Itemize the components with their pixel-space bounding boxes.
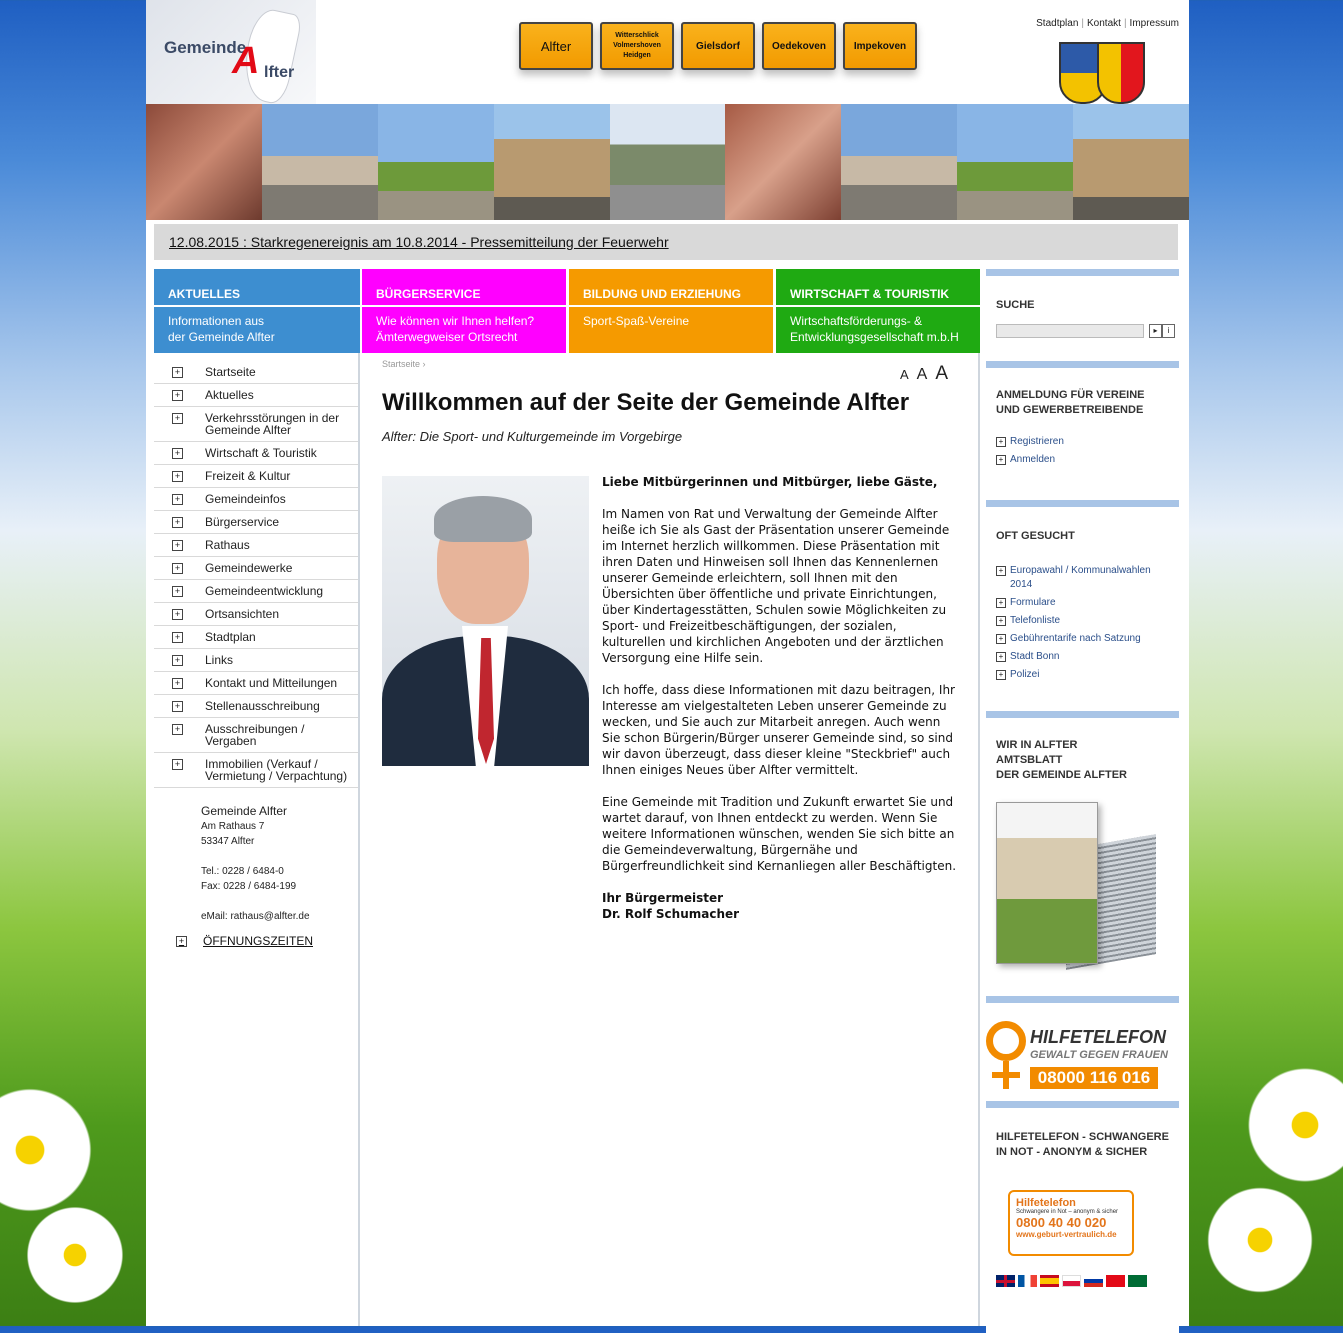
registration-title <box>996 388 1145 418</box>
nav-label: Freizeit & Kultur <box>205 469 291 483</box>
oft-label: Stadt Bonn <box>1010 651 1060 662</box>
hilfetelefon-gewalt-box[interactable] <box>986 996 1179 1101</box>
welcome-text <box>602 474 957 922</box>
plus-icon: + <box>996 437 1006 447</box>
oft-link-europawahl[interactable] <box>996 564 1170 592</box>
flag-turkey-icon[interactable] <box>1106 1275 1125 1287</box>
frequently-searched-box <box>986 500 1179 711</box>
flag-poland-icon[interactable] <box>1062 1275 1081 1287</box>
plus-icon: + <box>996 455 1006 465</box>
nav-label: Rathaus <box>205 538 250 552</box>
paragraph: Eine Gemeinde mit Tradition und Zukunft erwartet Sie und wartet darauf, von Ihnen entdeckt zu werden. Wenn Sie weitere Informationen wünschen, wenden Sie sich bitte an die Gemeindeverwaltung, Bürgernähe und Bürgerfreundlichkeit sind Kernanliegen aller Beschäftigten. <box>602 795 957 873</box>
nav-item-verkehrsstoerungen[interactable] <box>154 407 358 442</box>
address-block <box>201 804 358 924</box>
tile-bildung[interactable] <box>569 269 773 353</box>
plus-icon: + <box>172 586 183 597</box>
plus-icon: + <box>172 655 183 666</box>
nav-item-kontakt[interactable] <box>154 672 358 695</box>
nav-label: Gemeindewerke <box>205 561 293 575</box>
page-subtitle: Alfter: Die Sport- und Kulturgemeinde im Vorgebirge <box>382 429 683 444</box>
nav-item-gemeindeentwicklung[interactable] <box>154 580 358 603</box>
plus-icon: + <box>176 936 187 947</box>
plus-icon: + <box>172 540 183 551</box>
banner-photo-watertower <box>957 104 1073 220</box>
banner-photo-street <box>610 104 726 220</box>
address-fax: Fax: 0228 / 6484-199 <box>201 881 297 892</box>
schwangere-title-line: IN NOT - ANONYM & SICHER <box>996 1146 1148 1158</box>
town-sign-impekoven[interactable]: Impekoven <box>843 22 917 70</box>
page-container <box>146 0 1189 1326</box>
nav-label: Ortsansichten <box>205 607 280 621</box>
language-flags <box>996 1275 1147 1287</box>
nav-label: Immobilien (Verkauf / Vermietung / Verpachtung) <box>205 757 348 783</box>
background-flower <box>20 1200 130 1310</box>
schwangere-card-url: www.geburt-vertraulich.de <box>1016 1230 1117 1239</box>
address-street: Am Rathaus 7 <box>201 821 265 832</box>
nav-item-rathaus[interactable] <box>154 534 358 557</box>
female-symbol-cross-bar <box>992 1072 1020 1078</box>
page-title: Willkommen auf der Seite der Gemeinde Alfter <box>382 389 910 416</box>
amtsblatt-title-line: AMTSBLATT <box>996 754 1063 766</box>
plus-icon: + <box>996 670 1006 680</box>
plus-icon: + <box>172 494 183 505</box>
nav-label: Links <box>205 653 234 667</box>
stadtplan-link[interactable]: Stadtplan <box>1036 18 1079 29</box>
oft-label: Europawahl / Kommunalwahlen 2014 <box>1010 565 1151 590</box>
tile-subtitle: Wie können wir Ihnen helfen? <box>376 314 535 328</box>
opening-hours-label: ÖFFNUNGSZEITEN <box>203 934 313 948</box>
right-sidebar <box>986 269 1179 1326</box>
tile-title: WIRTSCHAFT & TOURISTIK <box>776 269 980 307</box>
banner-photo-fresco <box>146 104 262 220</box>
nav-item-stellenausschreibung[interactable] <box>154 695 358 718</box>
nav-label: Startseite <box>205 365 256 379</box>
breadcrumb[interactable]: Startseite › <box>382 359 426 369</box>
oft-link-polizei[interactable] <box>996 668 1039 682</box>
flag-france-icon[interactable] <box>1018 1275 1037 1287</box>
plus-icon: + <box>172 367 183 378</box>
background-flower <box>0 1080 100 1220</box>
banner-photo-fresco <box>725 104 841 220</box>
nav-item-freizeit[interactable] <box>154 465 358 488</box>
plus-icon: + <box>172 724 183 735</box>
nav-label: Aktuelles <box>205 388 254 402</box>
tile-subtitle: Ämterwegweiser Ortsrecht <box>376 330 518 344</box>
nav-label: Verkehrsstörungen in der Gemeinde Alfter <box>205 411 340 437</box>
nav-label: Ausschreibungen / Vergaben <box>205 722 305 748</box>
oft-link-telefonliste[interactable] <box>996 614 1060 628</box>
signature-title: Ihr Bürgermeister <box>602 891 724 905</box>
frequently-searched-title: OFT GESUCHT <box>996 530 1075 542</box>
oft-link-gebuehrentarife[interactable] <box>996 632 1141 646</box>
link-separator: | <box>1123 18 1127 29</box>
town-sign-gielsdorf[interactable]: Gielsdorf <box>681 22 755 70</box>
hilfetelefon-title: HILFETELEFON <box>1030 1027 1166 1047</box>
main-nav <box>154 361 358 788</box>
schwangere-title <box>996 1130 1169 1160</box>
amtsblatt-title-line: DER GEMEINDE ALFTER <box>996 769 1127 781</box>
logo-text-lfter: lfter <box>264 64 295 81</box>
nav-label: Stadtplan <box>205 630 256 644</box>
paragraph: Im Namen von Rat und Verwaltung der Gemeinde Alfter heiße ich Sie als Gast der Präsentation unserer Gemeinde im Internet herzlich willkommen. Diese Präsentation mit ihren Daten und Hinweisen soll Ihnen das Kennenlernen unserer Gemeinde erleichtern, soll Ihnen mit den Übersichten über öffentliche und private Einrichtungen, über Kindertagesstätten, Schulen sowie Möglichkeiten zu Sport- und Freizeitbeschäftigungen, der sozialen, kulturellen und kirchlichen Angeboten und der ärztlichen Versorgung eine Hilfe sein. <box>602 507 950 665</box>
nav-item-immobilien[interactable] <box>154 753 358 788</box>
tile-title: AKTUELLES <box>154 269 360 307</box>
nav-item-gemeindewerke[interactable] <box>154 557 358 580</box>
hilfetelefon-schwangere-box[interactable] <box>986 1101 1179 1333</box>
tile-subtitle: Wirtschaftsförderungs- & <box>790 314 923 328</box>
search-info-button[interactable]: i <box>1162 324 1175 338</box>
address-email[interactable]: eMail: rathaus@alfter.de <box>201 911 310 922</box>
registration-title-line: UND GEWERBETREIBENDE <box>996 404 1144 416</box>
tile-title: BILDUNG UND ERZIEHUNG <box>569 269 773 307</box>
nav-item-ausschreibungen[interactable] <box>154 718 358 753</box>
font-size-medium[interactable]: A <box>916 366 928 383</box>
plus-icon: + <box>996 652 1006 662</box>
nav-item-buergerservice[interactable] <box>154 511 358 534</box>
town-sign-nav <box>519 22 917 70</box>
main-content <box>362 353 980 1326</box>
opening-hours-link[interactable] <box>176 934 358 948</box>
town-sign-alfter[interactable]: Alfter <box>519 22 593 70</box>
paragraph: Ich hoffe, dass diese Informationen mit dazu beitragen, Ihr Interesse am vielgestalteten Leben unserer Gemeinde zu wecken, und Sie auch zur Mitarbeit anregen. Auch wenn Sie schon Bürgerin/Bürger unserer Gemeinde sind, so sind wir davon überzeugt, dass dieser kleine "Steckbrief" auch Ihnen einiges Neues über Alfter vermittelt. <box>602 683 955 777</box>
greeting: Liebe Mitbürgerinnen und Mitbürger, liebe Gäste, <box>602 475 938 489</box>
registration-box <box>986 361 1179 500</box>
address-tel: Tel.: 0228 / 6484-0 <box>201 866 284 877</box>
nav-item-links[interactable] <box>154 649 358 672</box>
amtsblatt-title <box>996 738 1127 783</box>
search-go-button[interactable]: ▸ <box>1149 324 1162 338</box>
oft-label: Telefonliste <box>1010 615 1061 626</box>
nav-item-gemeindeinfos[interactable] <box>154 488 358 511</box>
nav-label: Bürgerservice <box>205 515 280 529</box>
banner-photo-winepress <box>494 104 610 220</box>
site-logo[interactable] <box>146 0 316 104</box>
search-box <box>986 269 1179 361</box>
address-city: 53347 Alfter <box>201 836 255 847</box>
font-size-small[interactable]: A <box>899 367 909 382</box>
schwangere-card-title: Hilfetelefon <box>1016 1197 1076 1209</box>
nav-item-startseite[interactable] <box>154 361 358 384</box>
plus-icon: + <box>996 616 1006 626</box>
tile-title: BÜRGERSERVICE <box>362 269 566 307</box>
nav-item-ortsansichten[interactable] <box>154 603 358 626</box>
banner-photo-tower <box>841 104 957 220</box>
banner-photo-winepress <box>1073 104 1189 220</box>
logo-text-gemeinde: Gemeinde <box>164 38 247 57</box>
plus-icon: + <box>172 632 183 643</box>
top-links <box>1036 18 1179 29</box>
flag-spain-icon[interactable] <box>1040 1275 1059 1287</box>
news-ticker <box>154 224 1178 260</box>
banner-photo-watertower <box>378 104 494 220</box>
plus-icon: + <box>996 598 1006 608</box>
font-size-switcher <box>892 363 948 385</box>
tile-buergerservice[interactable] <box>362 269 566 353</box>
female-symbol-icon <box>986 1021 1026 1061</box>
plus-icon: + <box>172 471 183 482</box>
oft-link-stadt-bonn[interactable] <box>996 650 1059 664</box>
flag-russia-icon[interactable] <box>1084 1275 1103 1287</box>
tile-subtitle: Entwicklungsgesellschaft m.b.H <box>790 330 959 344</box>
search-title: SUCHE <box>996 299 1035 311</box>
nav-item-aktuelles[interactable] <box>154 384 358 407</box>
schwangere-card-number: 0800 40 40 020 <box>1016 1215 1107 1230</box>
plus-icon: + <box>172 390 183 401</box>
plus-icon: + <box>996 634 1006 644</box>
schwangere-title-line: HILFETELEFON - SCHWANGERE <box>996 1131 1169 1143</box>
left-sidebar <box>154 353 360 1326</box>
plus-icon: + <box>172 678 183 689</box>
link-separator: | <box>1081 18 1085 29</box>
nav-label: Gemeindeinfos <box>205 492 286 506</box>
nav-label: Wirtschaft & Touristik <box>205 446 317 460</box>
amtsblatt-magazine-image <box>996 802 1156 972</box>
nav-label: Stellenausschreibung <box>205 699 320 713</box>
flag-uk-icon[interactable] <box>996 1275 1015 1287</box>
oft-label: Polizei <box>1010 669 1040 680</box>
plus-icon: + <box>172 517 183 528</box>
schwangere-card-subtitle: Schwangere in Not – anonym & sicher <box>1016 1209 1119 1215</box>
background-flower <box>1240 1060 1343 1190</box>
plus-icon: + <box>172 759 183 770</box>
background-flower <box>1200 1180 1320 1300</box>
flag-arabic-icon[interactable] <box>1128 1275 1147 1287</box>
plus-icon: + <box>172 448 183 459</box>
address-name: Gemeinde Alfter <box>201 804 288 818</box>
banner-photo-tower <box>262 104 378 220</box>
nav-item-wirtschaft[interactable] <box>154 442 358 465</box>
plus-icon: + <box>172 701 183 712</box>
coat-of-arms-red <box>1097 42 1145 104</box>
oft-link-formulare[interactable] <box>996 596 1056 610</box>
tile-subtitle: der Gemeinde Alfter <box>168 330 275 344</box>
nav-label: Gemeindeentwicklung <box>205 584 324 598</box>
kontakt-link[interactable]: Kontakt <box>1087 18 1121 29</box>
register-link[interactable] <box>996 435 1064 449</box>
register-label: Registrieren <box>1010 436 1064 447</box>
tile-aktuelles[interactable] <box>154 269 360 353</box>
plus-icon: + <box>172 609 183 620</box>
search-input[interactable] <box>996 324 1144 338</box>
plus-icon: + <box>996 566 1006 576</box>
oft-label: Gebührentarife nach Satzung <box>1010 633 1141 644</box>
signature-name: Dr. Rolf Schumacher <box>602 907 740 921</box>
photo-banner <box>146 104 1189 220</box>
hilfetelefon-number: 08000 116 016 <box>1030 1067 1158 1089</box>
hilfetelefon-subtitle: GEWALT GEGEN FRAUEN <box>1030 1049 1168 1061</box>
town-sign-oedekoven[interactable]: Oedekoven <box>762 22 836 70</box>
mayor-portrait <box>382 476 589 766</box>
tile-subtitle: Informationen aus <box>168 314 265 328</box>
tile-subtitle: Sport-Spaß-Vereine <box>583 314 690 328</box>
oft-label: Formulare <box>1010 597 1056 608</box>
nav-item-stadtplan[interactable] <box>154 626 358 649</box>
amtsblatt-title-line: WIR IN ALFTER <box>996 739 1078 751</box>
registration-title-line: ANMELDUNG FÜR VEREINE <box>996 389 1145 401</box>
town-sign-witterschlick[interactable]: Witterschlick Volmershoven Heidgen <box>600 22 674 70</box>
nav-label: Kontakt und Mitteilungen <box>205 676 338 690</box>
tile-wirtschaft[interactable] <box>776 269 980 353</box>
login-link[interactable] <box>996 453 1055 467</box>
amtsblatt-box[interactable] <box>986 711 1179 996</box>
login-label: Anmelden <box>1010 454 1056 465</box>
plus-icon: + <box>172 413 183 424</box>
schwangere-card <box>1008 1190 1134 1256</box>
logo-text-a: A <box>232 40 260 82</box>
plus-icon: + <box>172 563 183 574</box>
font-size-large[interactable]: A <box>935 363 948 384</box>
impressum-link[interactable]: Impressum <box>1129 18 1179 29</box>
portrait-hair <box>434 496 532 542</box>
news-link[interactable]: 12.08.2015 : Starkregenereignis am 10.8.2014 - Pressemitteilung der Feuerwehr <box>169 234 669 250</box>
